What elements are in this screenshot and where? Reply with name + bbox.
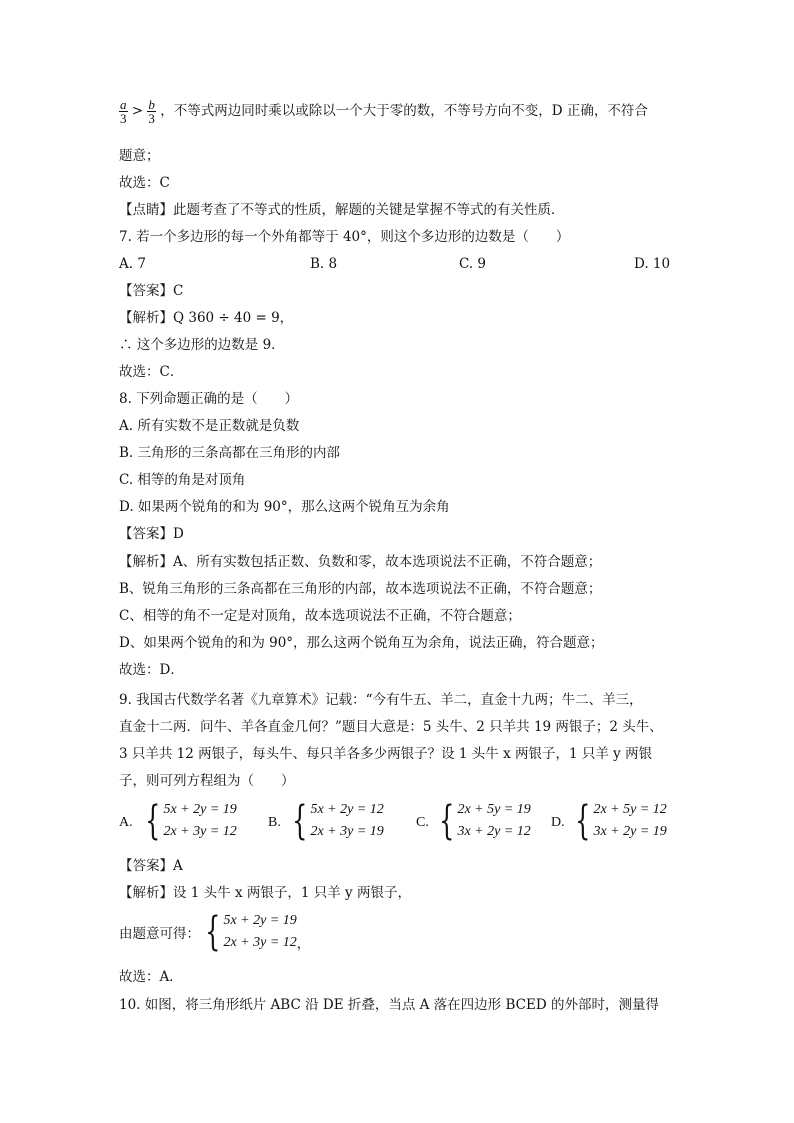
brace-icon: { — [575, 798, 591, 844]
q7-option-d: D. 10 — [634, 256, 671, 272]
equation: 2x + 3y = 12 — [163, 824, 237, 839]
q7-analysis-2: ∴ 这个多边形的边数是 9． — [119, 337, 285, 353]
q7-answer: 【答案】C — [119, 283, 184, 299]
q8-option-c: C. 相等的角是对顶角 — [119, 472, 246, 488]
q9-option-d-system — [570, 799, 667, 843]
q9-option-a-system — [140, 799, 237, 843]
q8-analysis-a: 【解析】A、所有实数包括正数、负数和零，故本选项说法不正确，不符合题意； — [119, 554, 602, 570]
q9-question-line-2: 直金十二两．问牛、羊各直金几何？”题目大意是：5 头牛、2 只羊共 19 两银子；2 头牛、 — [119, 719, 663, 735]
fraction-a-over-3: $\frac{a}{3}$ — [120, 97, 127, 126]
q9-question-line-4: 子，则可列方程组为（ ） — [119, 773, 295, 789]
q6-comment: 【点睛】此题考查了不等式的性质，解题的关键是掌握不等式的有关性质． — [119, 202, 565, 218]
q8-choice: 故选：D． — [119, 662, 184, 678]
q9-option-d-label: D. — [551, 815, 565, 830]
q7-option-b: B. 8 — [310, 256, 338, 272]
equation: 5x + 2y = 19 — [163, 802, 237, 817]
q7-analysis-1: 【解析】Q 360 ÷ 40 = 9， — [119, 310, 294, 326]
q6-fraction-line — [119, 98, 648, 125]
q9-analysis-system — [200, 910, 310, 954]
q8-question: 8. 下列命题正确的是（ ） — [119, 391, 299, 407]
q8-analysis-c: C、相等的角不一定是对顶角，故本选项说法不正确，不符合题意； — [119, 608, 521, 624]
fraction-b-over-3: $\frac{b}{3}$ — [148, 97, 155, 126]
q6-explanation-text: ，不等式两边同时乘以或除以一个大于零的数，不等号方向不变，D 正确，不符合 — [160, 103, 648, 119]
q6-explanation-cont: 题意； — [119, 148, 160, 164]
equation: 2x + 5y = 19 — [457, 802, 531, 817]
q8-option-d: D. 如果两个锐角的和为 90°，那么这两个锐角互为余角 — [119, 499, 450, 515]
equation: 5x + 2y = 19 — [223, 913, 297, 928]
q9-analysis-2-label: 由题意可得： — [119, 926, 200, 942]
q9-option-c-system — [434, 799, 531, 843]
brace-icon: { — [145, 798, 161, 844]
equation: 5x + 2y = 12 — [310, 802, 384, 817]
q8-option-a: A. 所有实数不是正数就是负数 — [119, 418, 300, 434]
q9-option-b-system — [287, 799, 384, 843]
q9-question-line-1: 9. 我国古代数学名著《九章算术》记载：“今有牛五、羊二，直金十九两；牛二、羊三， — [119, 692, 643, 708]
trailing-comma: ， — [296, 936, 311, 952]
q7-choice: 故选：C． — [119, 364, 184, 380]
equation: 3x + 2y = 19 — [593, 824, 667, 839]
brace-icon: { — [292, 798, 308, 844]
brace-icon: { — [439, 798, 455, 844]
q8-option-b: B. 三角形的三条高都在三角形的内部 — [119, 445, 341, 461]
q7-question: 7. 若一个多边形的每一个外角都等于 40°，则这个多边形的边数是（ ） — [119, 229, 570, 245]
equation: 2x + 3y = 12 — [223, 935, 297, 950]
q9-answer: 【答案】A — [119, 858, 183, 874]
equation: 2x + 3y = 19 — [310, 824, 384, 839]
q8-analysis-d: D、如果两个锐角的和为 90°，那么这两个锐角互为余角，说法正确，符合题意； — [119, 635, 604, 651]
brace-icon: { — [205, 909, 221, 955]
q8-analysis-b: B、锐角三角形的三条高都在三角形的内部，故本选项说法不正确，不符合题意； — [119, 581, 602, 597]
q9-choice: 故选：A． — [119, 969, 183, 985]
q9-option-c-label: C. — [416, 815, 429, 830]
q9-option-a-label: A. — [119, 815, 133, 830]
q9-option-b-label: B. — [268, 815, 281, 830]
greater-than-sign: > — [131, 103, 144, 119]
q9-question-line-3: 3 只羊共 12 两银子，每头牛、每只羊各多少两银子？设 1 头牛 x 两银子，1 只羊 y 两银 — [119, 746, 653, 762]
q10-question: 10. 如图，将三角形纸片 ABC 沿 DE 折叠，当点 A 落在四边形 BCED 的外部时，测量得 — [119, 997, 659, 1013]
q9-analysis-1: 【解析】设 1 头牛 x 两银子，1 只羊 y 两银子， — [119, 885, 411, 901]
q7-option-c: C. 9 — [459, 256, 487, 272]
q8-answer: 【答案】D — [119, 526, 184, 542]
q6-choice: 故选：C — [119, 175, 170, 191]
equation: 2x + 5y = 12 — [593, 802, 667, 817]
q7-option-a: A. 7 — [119, 256, 146, 272]
equation: 3x + 2y = 12 — [457, 824, 531, 839]
